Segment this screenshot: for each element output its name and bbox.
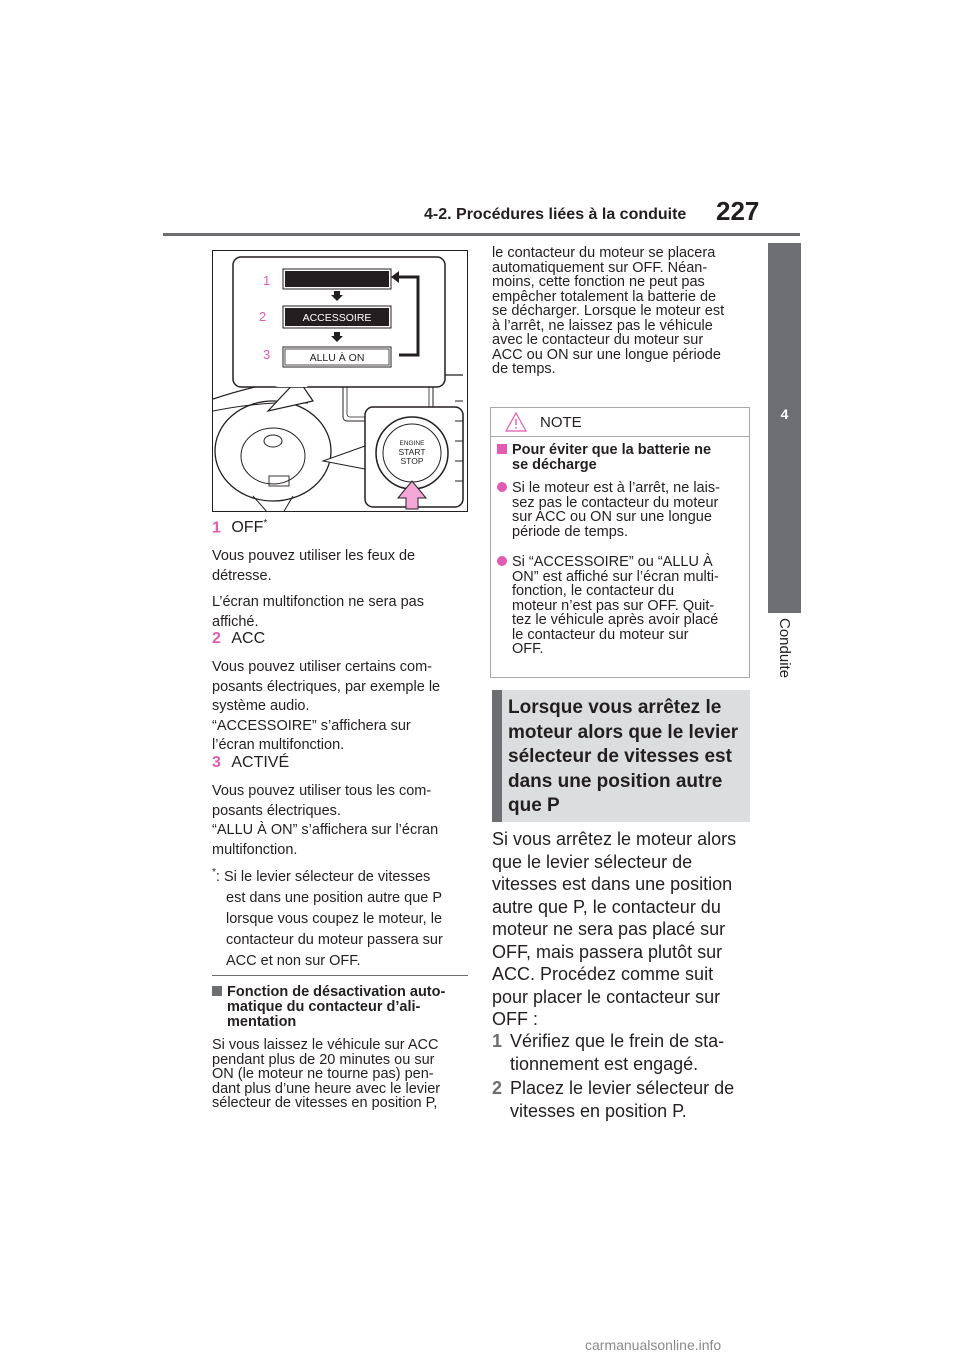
display-allu-on: ALLU À ON (309, 352, 365, 364)
step-title: ACC (231, 630, 266, 647)
subsection-body: Si vous laissez le véhicule sur ACC pendant plus de 20 minutes ou sur ON (le moteur ne tourne pas) pen- dant plus d’une heure avec le levier sélecteur de vitesses en position P, (212, 1037, 441, 1111)
note-bullet-1: Si le moteur est à l’arrêt, ne lais- sez pas le contacteur du moteur sur ACC ou ON sur une longue période de temps. (497, 481, 747, 539)
step-1 (212, 518, 468, 537)
button-stop-text: STOP (400, 456, 424, 466)
chapter-label: Conduite (776, 618, 793, 679)
chapter-number: 4 (780, 406, 789, 422)
procedure-step-2: 2 Placez le levier sélecteur de vitesses en position P. (492, 1078, 735, 1121)
step-1-desc: Vous pouvez utiliser les feux de détresse. L’écran multifonction ne sera pas affiché. (212, 548, 424, 630)
button-engine-text: ENGINE (399, 440, 425, 447)
section-title: 4-2. Procédures liées à la conduite (424, 206, 687, 223)
step-title: ACTIVÉ (231, 754, 290, 771)
bullet-icon (497, 482, 507, 492)
note-heading: Pour éviter que la batterie ne se décharge (497, 443, 747, 473)
step-2 (212, 630, 468, 648)
bullet-icon (497, 556, 507, 566)
step-3-desc: Vous pouvez utiliser tous les com- posants électriques. “ALLU À ON” s’affichera sur l’écran multifonction. (212, 783, 439, 858)
display-accessoire: ACCESSOIRE (302, 312, 372, 324)
subsection-heading: Fonction de désactivation auto- matique du contacteur d’ali- mentation (212, 985, 468, 1030)
continuation-text: le contacteur du moteur se placera automatiquement sur OFF. Néan- moins, cette fonction ne peut pas empêcher totalement la batterie de se décharger. Lorsque le moteur est à l’arrêt, ne laissez pas le véhicule avec le contacteur du moteur sur ACC ou ON sur une longue période de temps. (492, 245, 725, 377)
footnote: *: Si le levier sélecteur de vitesses est dans une position autre que P lorsque vous coupez le moteur, le contacteur du moteur passera sur ACC et non sur OFF. (212, 867, 443, 969)
step-number: 2 (212, 630, 221, 647)
note-divider (491, 436, 749, 437)
dashboard-drawing (213, 251, 468, 512)
separator (212, 975, 468, 976)
procedure-step-1: 1 Vérifiez que le frein de sta- tionnement est engagé. (492, 1031, 725, 1074)
illus-label-2: 2 (259, 309, 267, 324)
step-title: OFF (231, 519, 264, 537)
step-number: 1 (212, 519, 221, 537)
header-rule (163, 233, 800, 236)
footnote-mark: * (263, 518, 268, 529)
illus-label-3: 3 (263, 347, 271, 362)
step-number: 3 (212, 754, 221, 771)
note-title: NOTE (540, 414, 582, 431)
section-heading: Lorsque vous arrêtez le moteur alors que le levier sélecteur de vitesses est dans une position autre que P (508, 697, 739, 816)
warning-icon (505, 412, 527, 432)
page-number: 227 (716, 196, 760, 226)
button-start-text: START (398, 447, 426, 457)
engine-switch-illustration (212, 250, 468, 512)
section-body: Si vous arrêtez le moteur alors que le levier sélecteur de vitesses est dans une position autre que P, le contacteur du moteur ne sera pas placé sur OFF, mais passera plutôt sur ACC. Procédez comme suit pour placer le contacteur sur OFF : (492, 829, 737, 1029)
watermark: carmanualsonline.info (585, 1337, 722, 1353)
square-bullet-icon (497, 444, 507, 454)
note-bullet-2: Si “ACCESSOIRE” ou “ALLU À ON” est affiché sur l’écran multi- fonction, le contacteur du moteur n’est pas sur OFF. Quit- tez le véhicule après avoir placé le contacteur du moteur sur OFF. (497, 555, 747, 657)
step-3 (212, 754, 468, 772)
step-2-desc: Vous pouvez utiliser certains com- posants électriques, par exemple le système audio. “ACCESSOIRE” s’affichera sur l’écran multifonction. (212, 659, 441, 753)
illus-label-1: 1 (263, 273, 271, 288)
chapter-tab[interactable] (768, 243, 801, 613)
square-bullet-icon (212, 986, 222, 996)
